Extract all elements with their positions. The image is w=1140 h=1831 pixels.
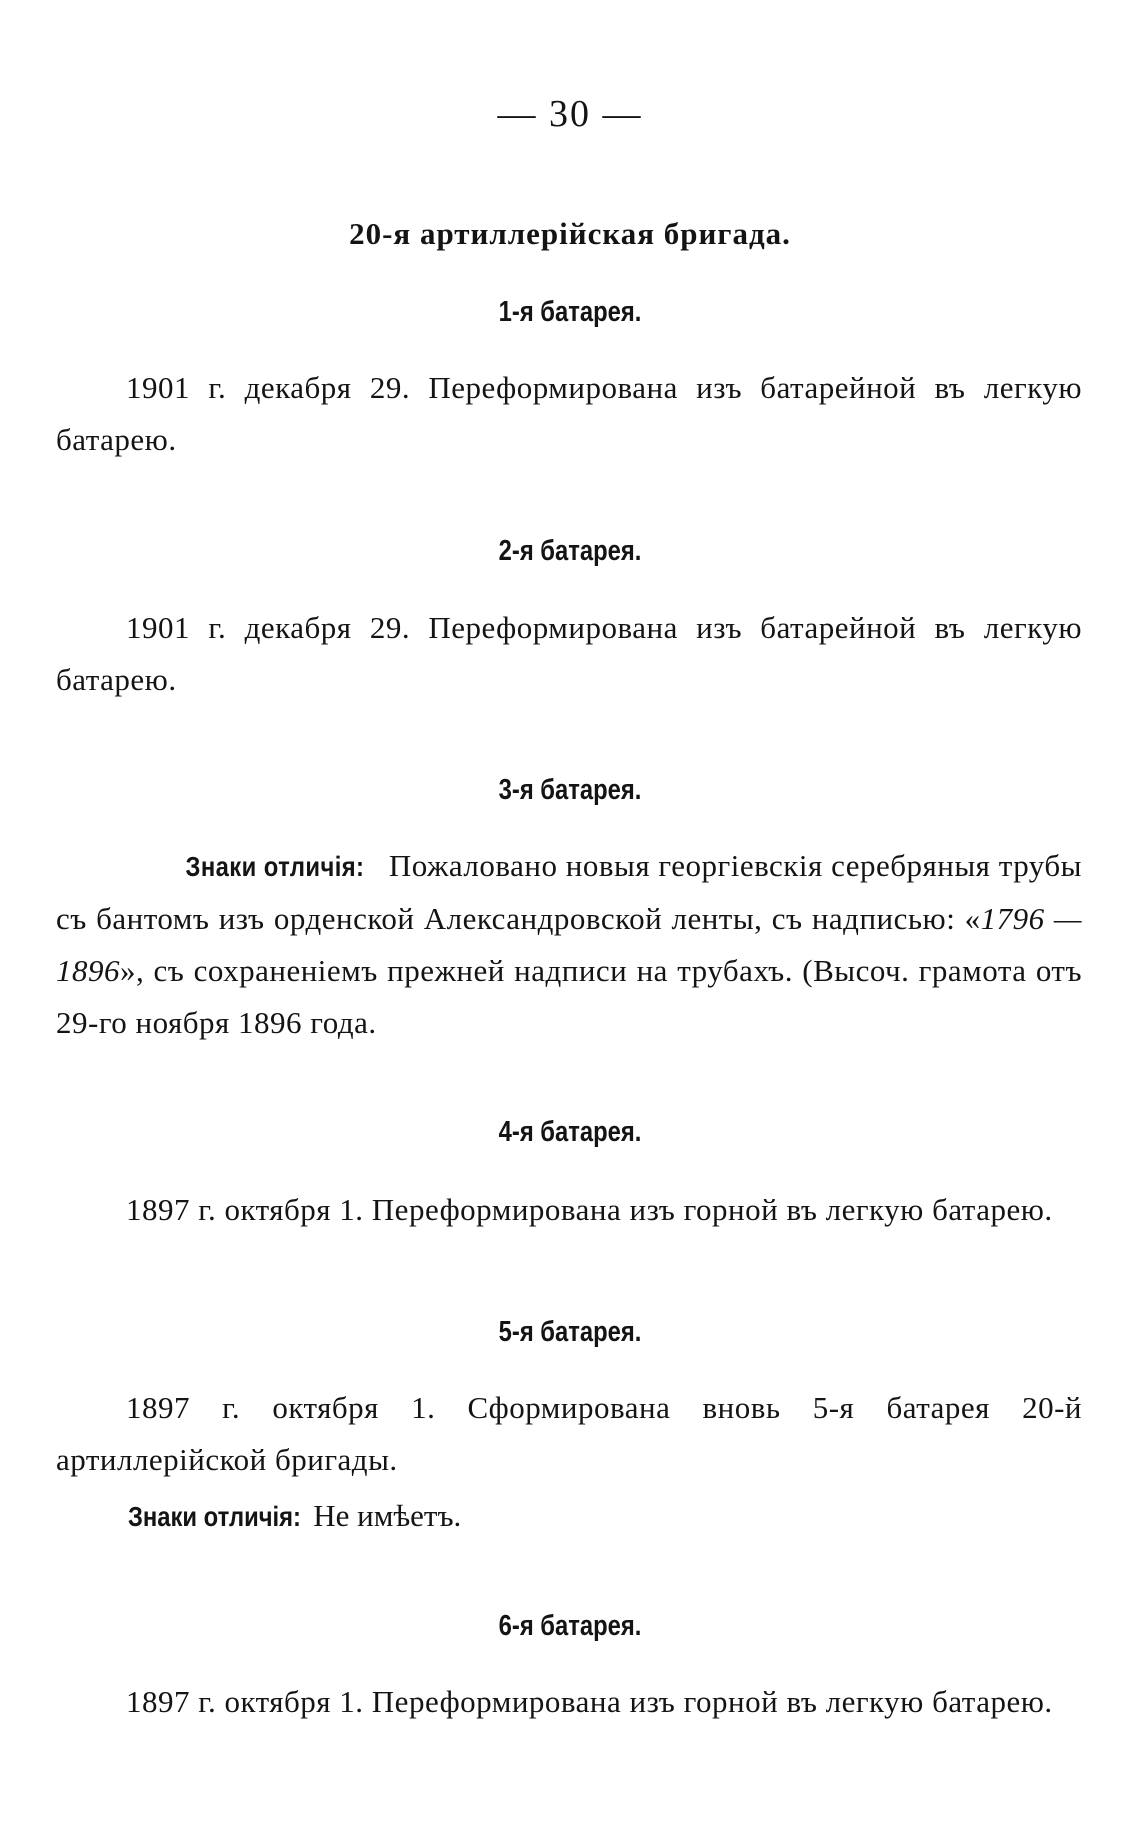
- section-title-battery-1: 1-я батарея.: [498, 296, 642, 328]
- brigade-title: 20-я артиллерійская бригада.: [349, 216, 791, 251]
- section-title-battery-5: 5-я батарея.: [498, 1316, 642, 1348]
- section-text-battery-2: 1901 г. декабря 29. Переформирована изъ батарейной въ легкую батарею.: [56, 610, 1082, 697]
- section-title-battery-3: 3-я батарея.: [498, 774, 642, 806]
- distinction-label-battery-5: Знаки отличія:: [128, 1501, 301, 1532]
- distinction-note-battery-5: [128, 1490, 1028, 1543]
- distinction-label: Знаки отличія:: [185, 851, 365, 882]
- page-number: — 30 —: [497, 93, 643, 135]
- section-text-battery-6: 1897 г. октября 1. Переформирована изъ горной въ легкую батарею.: [126, 1684, 1053, 1719]
- distinction-text-after: », съ сохраненіемъ прежней надписи на трубахъ. (Высоч. грамота отъ 29-го ноября 1896 года.: [56, 953, 1082, 1040]
- distinction-text-before: Пожаловано новыя георгіевскія серебряныя трубы съ бантомъ изъ орденской Александровской ленты, съ надписью: «: [56, 848, 1082, 936]
- distinction-note-text: Не имѣетъ.: [305, 1498, 462, 1533]
- section-title-battery-4: 4-я батарея.: [498, 1116, 642, 1148]
- section-title-battery-2: 2-я батарея.: [498, 535, 642, 567]
- section-text-battery-5: 1897 г. октября 1. Сформирована вновь 5-я батарея 20-й артиллерійской бригады.: [56, 1390, 1082, 1477]
- section-text-battery-3: [56, 840, 1082, 1049]
- distinction-years: 1796 — 1896: [56, 901, 1082, 988]
- section-text-battery-1: 1901 г. декабря 29. Переформирована изъ батарейной въ легкую батарею.: [56, 370, 1082, 457]
- section-text-battery-4: 1897 г. октября 1. Переформирована изъ горной въ легкую батарею.: [126, 1192, 1053, 1227]
- section-title-battery-6: 6-я батарея.: [498, 1610, 642, 1642]
